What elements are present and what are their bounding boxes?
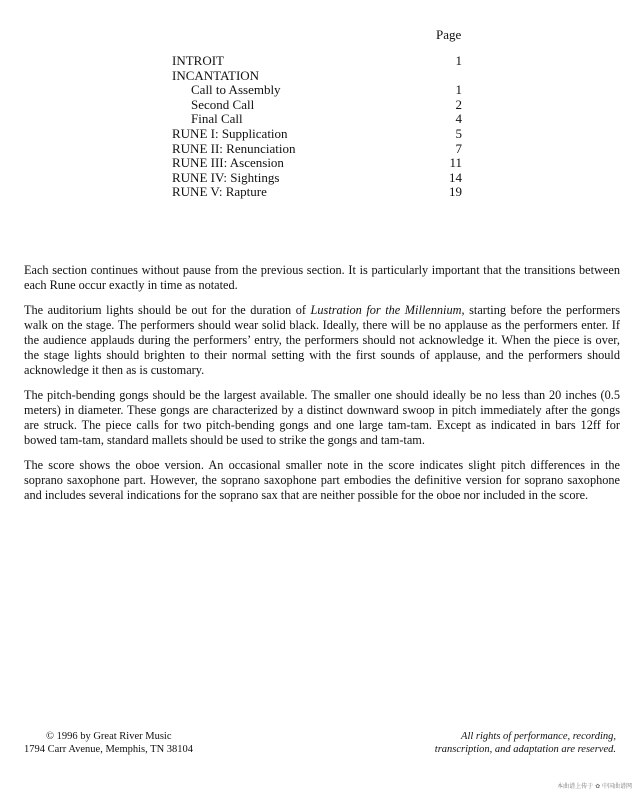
note-paragraph-gongs: The pitch-bending gongs should be the largest available. The smaller one should ideally be no less than 20 inches (0.5 meters) in diameter. These gongs are characterized by a distinct downward swoop in pitch immediately after the gongs are struck. The piece calls for two pitch-bending gongs and one large tam-tam. Except as indicated in bars 12ff for bowed tam-tam, standard mallets should be used to strike the gongs and tam-tam. xyxy=(24,388,620,447)
toc-entry-page: 2 xyxy=(455,96,462,112)
toc-entry-page xyxy=(442,69,462,84)
toc-entry-title: RUNE II: Renunciation xyxy=(172,140,296,156)
toc-entry xyxy=(172,98,462,113)
rights-line: transcription, and adaptation are reserved. xyxy=(434,744,616,755)
toc-entry-title: RUNE IV: Sightings xyxy=(172,169,280,185)
note-paragraph-lights xyxy=(24,303,620,378)
toc-entry-title: INTROIT xyxy=(172,53,224,68)
toc-entry xyxy=(172,127,462,142)
work-title: Lustration for the Millennium xyxy=(310,303,462,317)
toc-entry-page: 11 xyxy=(449,155,462,171)
toc-entry-page: 5 xyxy=(455,125,462,141)
toc-entry-title: RUNE I: Supplication xyxy=(172,125,288,141)
toc-entry-title: Final Call xyxy=(191,111,243,127)
toc-entry-title: RUNE V: Rapture xyxy=(172,184,267,200)
toc-entry-page: 14 xyxy=(449,169,462,185)
rights-notice xyxy=(435,730,616,756)
toc-entry xyxy=(172,83,462,98)
note-paragraph-score: The score shows the oboe version. An occasional smaller note in the score indicates slight pitch differences in the soprano saxophone part. However, the soprano saxophone part embodies the definitive version for soprano saxophone and includes several indications for the soprano sax that are neither possible for the oboe nor included in the score. xyxy=(24,458,620,502)
toc-entry xyxy=(172,171,462,186)
toc-entry-page: 1 xyxy=(455,82,462,98)
toc-entry xyxy=(172,142,462,157)
publisher-address: 1794 Carr Avenue, Memphis, TN 38104 xyxy=(24,744,194,755)
toc-entry xyxy=(172,69,462,84)
performance-notes xyxy=(24,263,620,513)
note-paragraph-transitions: Each section continues without pause from the previous section. It is particularly important that the transitions between each Rune occur exactly in time as notated. xyxy=(24,263,620,292)
toc-page-column-header: Page xyxy=(436,27,462,42)
publisher-info xyxy=(24,730,193,756)
toc-entry-page: 19 xyxy=(449,184,462,200)
toc-entry xyxy=(172,185,462,200)
toc-entry xyxy=(172,112,462,127)
toc-entry-title: Second Call xyxy=(191,96,255,112)
table-of-contents xyxy=(172,54,462,200)
toc-entry-page: 4 xyxy=(455,111,462,127)
copyright-notice: © 1996 by Great River Music xyxy=(46,731,172,742)
toc-entry-page: 1 xyxy=(455,53,462,68)
rights-line: All rights of performance, recording, xyxy=(461,731,616,742)
toc-entry xyxy=(172,156,462,171)
note-text: , starting before the performers walk on the stage. The performers should wear solid black. Ideally, there will be no applause as the performers enter. If the audience applauds during the performers’ entry, the performers should not acknowledge it. When the piece is over, the stage lights should brighten to their normal setting with the first sounds of applause, and the performers should acknowledge it then as is customary. xyxy=(24,303,620,377)
toc-entry-title: RUNE III: Ascension xyxy=(172,155,284,171)
toc-entry-page: 7 xyxy=(455,140,462,156)
site-watermark: 本曲谱上传于 ✿ 中国曲谱网 xyxy=(557,783,632,790)
toc-entry xyxy=(172,54,462,69)
toc-entry-title: INCANTATION xyxy=(172,67,260,83)
toc-entry-title: Call to Assembly xyxy=(191,82,281,98)
note-text: The auditorium lights should be out for the duration of xyxy=(24,303,311,317)
